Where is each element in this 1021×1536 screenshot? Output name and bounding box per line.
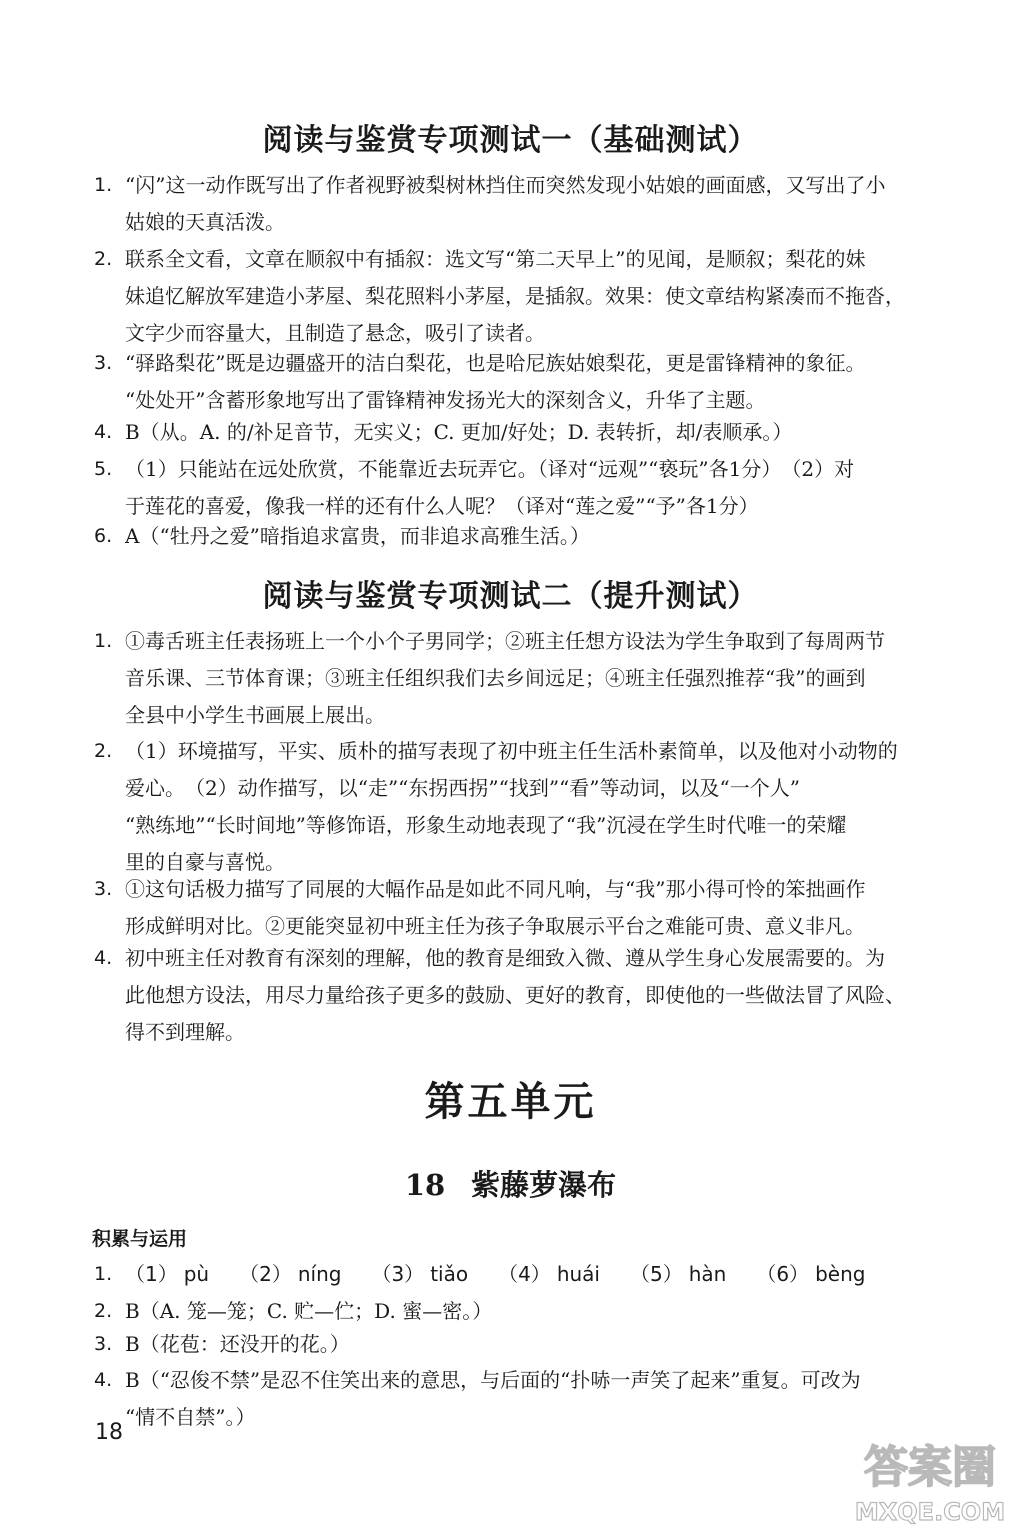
question-item — [94, 623, 974, 734]
pinyin-answer — [630, 1256, 726, 1293]
pinyin-index: （6） — [756, 1262, 810, 1286]
pinyin-index: （1） — [125, 1262, 178, 1286]
lesson-name: 紫藤萝瀑布 — [471, 1168, 617, 1202]
answer-line: 联系全文看，文章在顺叙中有插叙：选文写“第二天早上”的见闻，是顺叙；梨花的妹 — [125, 247, 866, 271]
answer-line: 得不到理解。 — [125, 1020, 245, 1044]
answer-line: ①毒舌班主任表扬班上一个小个子男同学；②班主任想方设法为学生争取到了每周两节 — [125, 629, 885, 653]
question-item — [94, 1362, 974, 1436]
pinyin-answer — [498, 1256, 600, 1293]
answer-line: B（从。A. 的/补足音节，无实义；C. 更加/好处；D. 表转折，却/表顺承。） — [125, 420, 793, 444]
answer-line: （1）只能站在远处欣赏，不能靠近去玩弄它。（译对“远观”“亵玩”各1分） （2）对 — [125, 457, 855, 481]
question-item — [94, 1293, 974, 1330]
question-number: 2. — [94, 740, 113, 762]
question-item — [94, 871, 974, 945]
pinyin-answer — [371, 1256, 468, 1293]
pinyin-index: （2） — [239, 1262, 292, 1286]
answer-line: “驿路梨花”既是边疆盛开的洁白梨花，也是哈尼族姑娘梨花，更是雷锋精神的象征。 — [125, 351, 866, 375]
answer-line: 此他想方设法，用尽力量给孩子更多的鼓励、更好的教育，即使他的一些做法冒了风险、 — [125, 983, 905, 1007]
section-1-title: 阅读与鉴赏专项测试一（基础测试） — [262, 123, 759, 158]
unit-title: 第五单元 — [424, 1078, 597, 1125]
pinyin-index: （3） — [371, 1262, 425, 1286]
answer-line: “情不自禁”。） — [125, 1405, 256, 1429]
pinyin-text: hàn — [688, 1262, 727, 1286]
pinyin-index: （4） — [498, 1262, 551, 1286]
lesson-number: 18 — [404, 1168, 446, 1202]
lesson-title — [0, 1163, 1021, 1204]
pinyin-answer — [239, 1256, 341, 1293]
pinyin-text: bèng — [815, 1262, 866, 1286]
question-number: 3. — [94, 878, 113, 900]
question-item — [94, 167, 974, 241]
question-item — [94, 451, 974, 525]
question-number: 3. — [94, 352, 113, 374]
svg-text:答案圈: 答案圈 — [864, 1442, 996, 1493]
pinyin-text: tiǎo — [430, 1262, 469, 1286]
watermark-logo — [850, 1432, 1010, 1530]
subheading-accumulation: 积累与运用 — [92, 1228, 188, 1250]
question-number: 6. — [94, 525, 113, 547]
answer-line: 爱心。 （2）动作描写，以“走”“东拐西拐”“找到”“看”等动词，以及“一个人” — [125, 776, 800, 800]
pinyin-text: huái — [556, 1262, 600, 1286]
answer-line: 形成鲜明对比。②更能突显初中班主任为孩子争取展示平台之难能可贵、意义非凡。 — [125, 914, 865, 938]
question-number: 4. — [94, 947, 113, 969]
question-number: 4. — [94, 1369, 113, 1391]
question-number: 1. — [94, 1263, 113, 1285]
answer-line: B（花苞：还没开的花。） — [125, 1332, 350, 1356]
answer-line: 音乐课、三节体育课；③班主任组织我们去乡间远足；④班主任强烈推荐“我”的画到 — [125, 666, 866, 690]
question-item — [94, 733, 974, 881]
answer-line: 里的自豪与喜悦。 — [125, 850, 285, 874]
answer-line: 妹追忆解放军建造小茅屋、梨花照料小茅屋，是插叙。效果：使文章结构紧凑而不拖沓， — [125, 284, 905, 308]
pinyin-answers — [125, 1256, 974, 1293]
question-number: 5. — [94, 458, 113, 480]
answer-line: B（A. 笼—笼；C. 贮—伫；D. 蜜—密。） — [125, 1299, 493, 1323]
pinyin-answer — [125, 1256, 209, 1293]
answer-line: B（“忍俊不禁”是忍不住笑出来的意思，与后面的“扑哧一声笑了起来”重复。可改为 — [125, 1368, 861, 1392]
pinyin-text: níng — [297, 1262, 342, 1286]
question-item — [94, 518, 974, 555]
question-item — [94, 414, 974, 451]
answer-line: 初中班主任对教育有深刻的理解，他的教育是细致入微、遵从学生身心发展需要的。为 — [125, 946, 885, 970]
answer-line: 于莲花的喜爱，像我一样的还有什么人呢？（译对“莲之爱”“予”各1分） — [125, 494, 759, 518]
question-item — [94, 940, 974, 1051]
answer-line: （1）环境描写，平实、质朴的描写表现了初中班主任生活朴素简单，以及他对小动物的 — [125, 739, 898, 763]
question-number: 1. — [94, 630, 113, 652]
answer-line: “闪”这一动作既写出了作者视野被梨树林挡住而突然发现小姑娘的画面感，又写出了小 — [125, 173, 886, 197]
question-number: 2. — [94, 248, 113, 270]
question-item — [94, 1326, 974, 1363]
question-item — [94, 345, 974, 419]
svg-text:MXQE.COM: MXQE.COM — [854, 1498, 1006, 1526]
pinyin-index: （5） — [629, 1262, 683, 1286]
question-item-pinyin — [94, 1256, 974, 1293]
question-item — [94, 241, 974, 352]
answer-line: “处处开”含蓄形象地写出了雷锋精神发扬光大的深刻含义，升华了主题。 — [125, 388, 766, 412]
question-number: 3. — [94, 1333, 113, 1355]
answer-line: A（“牡丹之爱”暗指追求富贵，而非追求高雅生活。） — [125, 524, 590, 548]
question-number: 1. — [94, 174, 113, 196]
section-2-title: 阅读与鉴赏专项测试二（提升测试） — [262, 579, 759, 614]
pinyin-answer — [756, 1256, 865, 1293]
answer-line: “熟练地”“长时间地”等修饰语，形象生动地表现了“我”沉浸在学生时代唯一的荣耀 — [125, 813, 847, 837]
answer-line: 文字少而容量大，且制造了悬念，吸引了读者。 — [125, 321, 545, 345]
answer-line: 姑娘的天真活泼。 — [125, 210, 285, 234]
answer-line: 全县中小学生书画展上展出。 — [125, 703, 385, 727]
pinyin-text: pù — [183, 1262, 210, 1286]
question-number: 4. — [94, 421, 113, 443]
answer-line: ①这句话极力描写了同展的大幅作品是如此不同凡响，与“我”那小得可怜的笨拙画作 — [125, 877, 866, 901]
question-number: 2. — [94, 1300, 113, 1322]
page-number: 18 — [95, 1420, 123, 1445]
